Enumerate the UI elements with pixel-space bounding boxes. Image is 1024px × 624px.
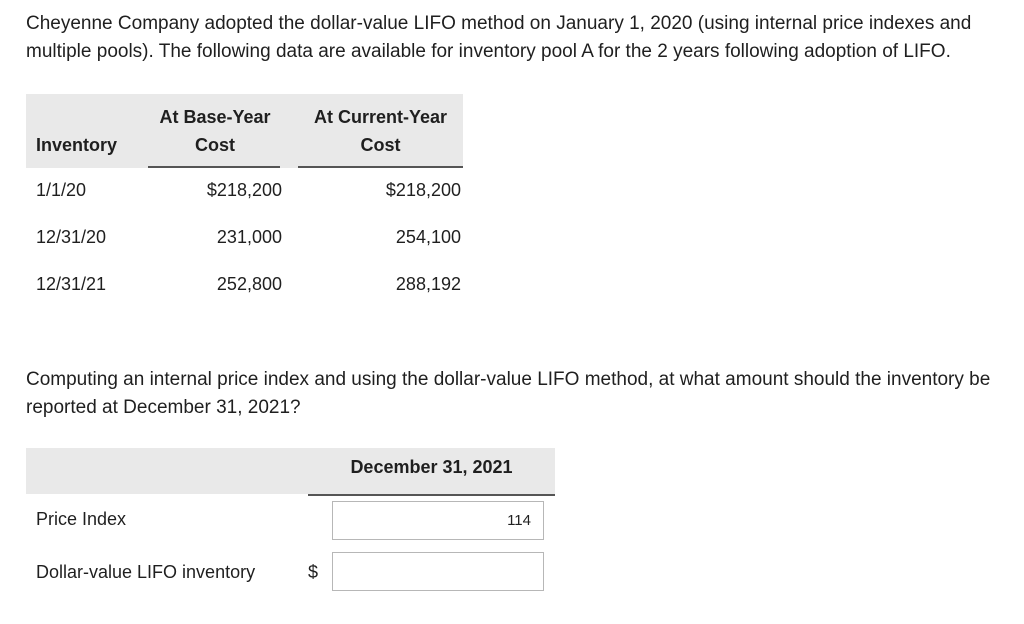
answer-column-header: December 31, 2021 (350, 457, 513, 477)
table-row (26, 262, 463, 309)
answer-header-underline (308, 494, 555, 496)
row-base-cost: $218,200 (206, 180, 282, 200)
question-text: Computing an internal price index and using the dollar-value LIFO method, at what amount should the inventory be reported at December 31, 2021? (26, 369, 991, 418)
row-current-cost: 288,192 (395, 274, 461, 294)
header-base-line1: At Base-Year (159, 107, 271, 127)
header-base-line2: Cost (195, 135, 235, 155)
table-header (26, 94, 463, 168)
currency-symbol: $ (308, 562, 319, 582)
header-current-line1: At Current-Year (313, 107, 448, 127)
lifo-inventory-label: Dollar-value LIFO inventory (36, 562, 256, 582)
price-index-label: Price Index (36, 509, 127, 529)
table-row (26, 168, 463, 215)
row-base-cost: 231,000 (216, 227, 282, 247)
row-base-cost: 252,800 (216, 274, 282, 294)
row-current-cost: $218,200 (385, 180, 461, 200)
header-base-year-cost (148, 103, 282, 159)
header-current-year-cost (298, 103, 463, 159)
lifo-inventory-input[interactable] (332, 552, 544, 591)
row-current-cost: 254,100 (395, 227, 461, 247)
price-index-input[interactable] (332, 501, 544, 540)
row-date: 12/31/21 (36, 274, 107, 294)
answer-table (26, 448, 555, 582)
row-date: 1/1/20 (36, 180, 87, 200)
table-row (26, 215, 463, 262)
row-date: 12/31/20 (36, 227, 107, 247)
header-inventory: Inventory (36, 135, 118, 155)
answer-header (26, 448, 555, 494)
inventory-data-table (26, 94, 463, 309)
problem-statement: Cheyenne Company adopted the dollar-value LIFO method on January 1, 2020 (using internal price indexes and multiple pools). The following data are available for inventory pool A for the 2 years following adoption of LIFO. (26, 13, 972, 62)
header-current-line2: Cost (360, 135, 401, 155)
